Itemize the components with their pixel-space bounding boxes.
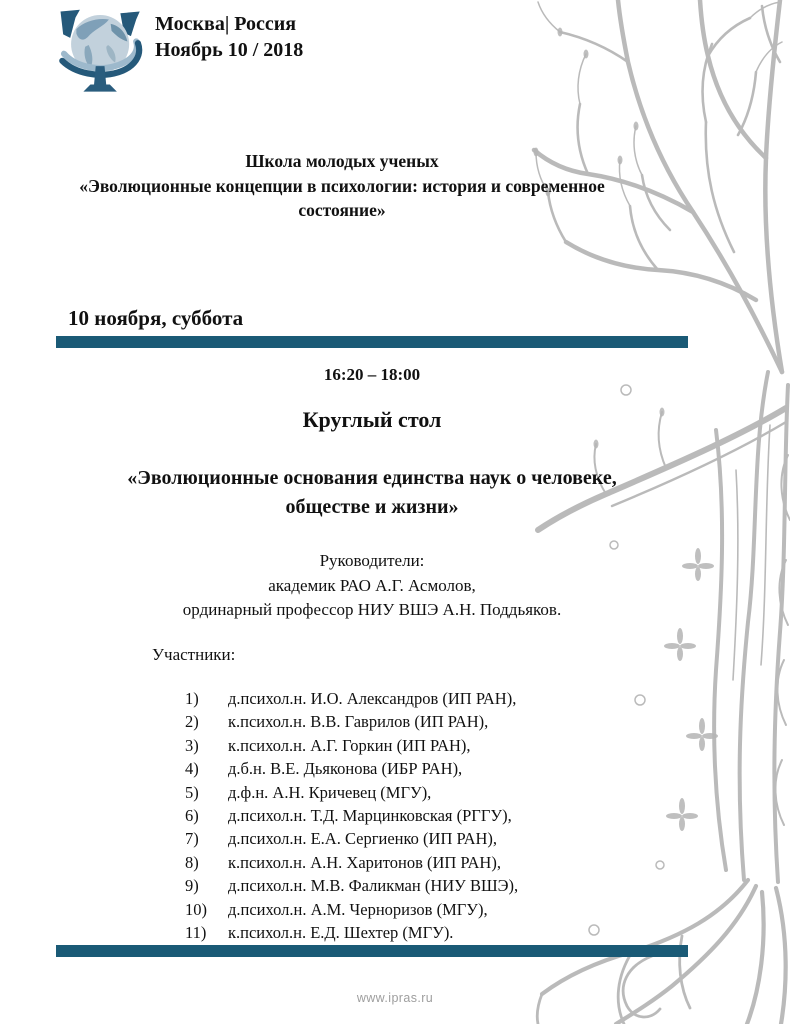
participant-number: 6)	[185, 805, 199, 825]
participants-label: Участники:	[152, 645, 236, 664]
participant-number: 3)	[185, 735, 199, 755]
participant-number: 9)	[185, 876, 199, 896]
participant-row	[185, 874, 518, 897]
participants-list	[185, 687, 518, 944]
participant-number: 1)	[185, 689, 199, 708]
participant-row	[185, 687, 518, 710]
participant-number: 4)	[185, 759, 199, 779]
masthead-location: Москва| Россия	[155, 13, 297, 35]
session-title	[56, 464, 688, 522]
participant-row	[185, 898, 518, 921]
participant-number: 7)	[185, 829, 199, 849]
session-title-line: обществе и жизни»	[285, 496, 459, 518]
participant-row	[185, 710, 518, 733]
participant-number: 8)	[185, 852, 199, 872]
divider-bar-top	[56, 336, 688, 348]
participant-row	[185, 827, 518, 850]
participant-name: д.психол.н. Т.Д. Марцинковская (РГГУ),	[228, 805, 512, 825]
participant-name: д.ф.н. А.Н. Кричевец (МГУ),	[228, 782, 432, 802]
event-title-line: Школа молодых ученых	[245, 151, 439, 171]
participant-name: д.психол.н. А.М. Черноризов (МГУ),	[228, 899, 488, 919]
session-leaders	[56, 549, 688, 623]
participant-name: д.психол.н. М.В. Фаликман (НИУ ВШЭ),	[228, 876, 519, 896]
event-title-line: состояние»	[298, 200, 386, 220]
participant-row	[185, 781, 518, 804]
leader-line: академик РАО А.Г. Асмолов,	[268, 575, 476, 595]
footer-website-url: www.ipras.ru	[356, 991, 434, 1005]
masthead-date: Ноябрь 10 / 2018	[155, 39, 304, 61]
participant-number: 11)	[185, 922, 207, 942]
participant-name: к.психол.н. А.Г. Горкин (ИП РАН),	[228, 735, 471, 755]
participant-name: д.б.н. В.Е. Дьяконова (ИБР РАН),	[228, 759, 463, 779]
participant-name: к.психол.н. Е.Д. Шехтер (МГУ).	[228, 922, 454, 942]
participant-row	[185, 734, 518, 757]
participant-row	[185, 804, 518, 827]
event-title-line: «Эволюционные концепции в психологии: история и современное	[79, 175, 605, 196]
leader-line: ординарный профессор НИУ ВШЭ А.Н. Поддьяков.	[182, 600, 562, 619]
ipras-logo	[57, 8, 145, 96]
participant-name: к.психол.н. В.В. Гаврилов (ИП РАН),	[228, 712, 489, 732]
event-title	[22, 149, 662, 223]
participant-name: д.психол.н. И.О. Александров (ИП РАН),	[228, 689, 517, 708]
divider-bar-bottom	[56, 945, 688, 957]
psi-stem	[94, 66, 106, 85]
session-time: 16:20 – 18:00	[323, 365, 421, 384]
participant-number: 5)	[185, 782, 199, 802]
leaders-label: Руководители:	[319, 551, 425, 570]
participant-number: 10)	[185, 899, 207, 919]
participant-row	[185, 921, 518, 944]
session-format: Круглый стол	[302, 407, 442, 432]
psi-base	[83, 85, 116, 92]
participant-name: к.психол.н. А.Н. Харитонов (ИП РАН),	[228, 852, 501, 872]
participant-number: 2)	[185, 712, 199, 732]
participant-row	[185, 851, 518, 874]
session-title-line: «Эволюционные основания единства наук о человеке,	[127, 467, 617, 489]
day-header: 10 ноября, суббота	[68, 306, 244, 330]
participant-name: д.психол.н. Е.А. Сергиенко (ИП РАН),	[228, 829, 498, 849]
masthead	[155, 11, 303, 63]
participant-row	[185, 757, 518, 780]
